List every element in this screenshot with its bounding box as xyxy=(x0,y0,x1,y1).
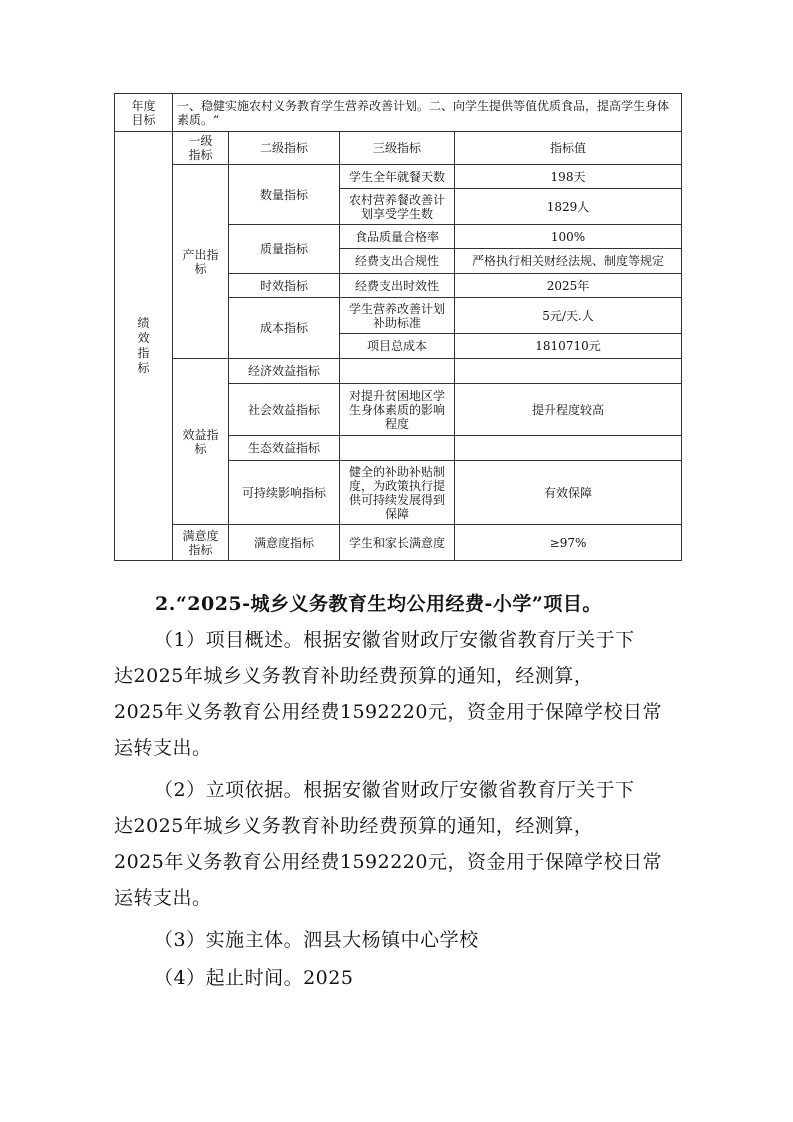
cost-indicator-label: 成本指标 xyxy=(229,298,340,359)
text-line: 运转支出。 xyxy=(114,737,212,759)
table-cell xyxy=(455,359,682,384)
ecological-benefit-label: 生态效益指标 xyxy=(229,436,340,461)
table-cell: 5元/天.人 xyxy=(455,298,682,334)
satisfaction-sub-label: 满意度指标 xyxy=(229,525,340,561)
social-benefit-label: 社会效益指标 xyxy=(229,384,340,436)
header-level2: 二级指标 xyxy=(229,132,340,165)
timeliness-indicator-label: 时效指标 xyxy=(229,274,340,298)
table-cell: 有效保障 xyxy=(455,461,682,525)
table-cell: 学生和家长满意度 xyxy=(340,525,455,561)
header-level1: 一级 指标 xyxy=(173,132,229,165)
paragraph-basis xyxy=(114,772,694,916)
text-line: 2025年义务教育公用经费1592220元，资金用于保障学校日常 xyxy=(114,851,662,873)
table-cell: 学生全年就餐天数 xyxy=(340,165,455,189)
annual-goal-label: 年度 目标 xyxy=(115,94,173,132)
section-heading: 2.“2025-城乡义务教育生均公用经费-小学”项目。 xyxy=(155,593,602,615)
sustainable-impact-label: 可持续影响指标 xyxy=(229,461,340,525)
table-cell: 食品质量合格率 xyxy=(340,225,455,249)
performance-table xyxy=(114,93,682,561)
header-level3: 三级指标 xyxy=(340,132,455,165)
table-cell: 农村营养餐改善计 划享受学生数 xyxy=(340,189,455,225)
text-line: （4）起止时间。2025 xyxy=(154,967,354,989)
text-line: 达2025年城乡义务教育补助经费预算的通知，经测算， xyxy=(114,665,594,687)
table-cell: 1810710元 xyxy=(455,334,682,359)
text-line: 达2025年城乡义务教育补助经费预算的通知，经测算， xyxy=(114,815,594,837)
text-line: （2）立项依据。根据安徽省财政厅安徽省教育厅关于下 xyxy=(154,779,635,801)
quality-indicator-label: 质量指标 xyxy=(229,225,340,274)
text-line: （3）实施主体。泗县大杨镇中心学校 xyxy=(154,929,479,951)
text-line: （1）项目概述。根据安徽省财政厅安徽省教育厅关于下 xyxy=(154,629,635,651)
table-cell xyxy=(340,359,455,384)
table-cell: 学生营养改善计划 补助标准 xyxy=(340,298,455,334)
paragraph-overview xyxy=(114,622,694,766)
table-cell: 2025年 xyxy=(455,274,682,298)
performance-indicator-label: 绩效指标 xyxy=(115,132,173,561)
table-cell xyxy=(340,436,455,461)
table-cell: 健全的补助补贴制 度，为政策执行提 供可持续发展得到 保障 xyxy=(340,461,455,525)
annual-goal-text: 一、稳健实施农村义务教育学生营养改善计划。二、向学生提供等值优质食品，提高学生身体素质。“ xyxy=(173,94,682,132)
table-cell: 对提升贫困地区学 生身体素质的影响 程度 xyxy=(340,384,455,436)
table-cell: 严格执行相关财经法规、制度等规定 xyxy=(455,249,682,274)
table-cell: ≥97% xyxy=(455,525,682,561)
table-cell xyxy=(455,436,682,461)
paragraph-period xyxy=(114,960,694,996)
table-cell: 提升程度较高 xyxy=(455,384,682,436)
table-cell: 经费支出合规性 xyxy=(340,249,455,274)
paragraph-implementer xyxy=(114,922,694,958)
text-line: 2025年义务教育公用经费1592220元，资金用于保障学校日常 xyxy=(114,701,662,723)
satisfaction-indicator-label: 满意度 指标 xyxy=(173,525,229,561)
table-cell: 经费支出时效性 xyxy=(340,274,455,298)
quantity-indicator-label: 数量指标 xyxy=(229,165,340,225)
table-cell: 项目总成本 xyxy=(340,334,455,359)
table-cell: 100% xyxy=(455,225,682,249)
economic-benefit-label: 经济效益指标 xyxy=(229,359,340,384)
output-indicator-label: 产出指 标 xyxy=(173,165,229,359)
table-cell: 198天 xyxy=(455,165,682,189)
table-cell: 1829人 xyxy=(455,189,682,225)
text-line: 运转支出。 xyxy=(114,887,212,909)
benefit-indicator-label: 效益指 标 xyxy=(173,359,229,525)
header-value: 指标值 xyxy=(455,132,682,165)
